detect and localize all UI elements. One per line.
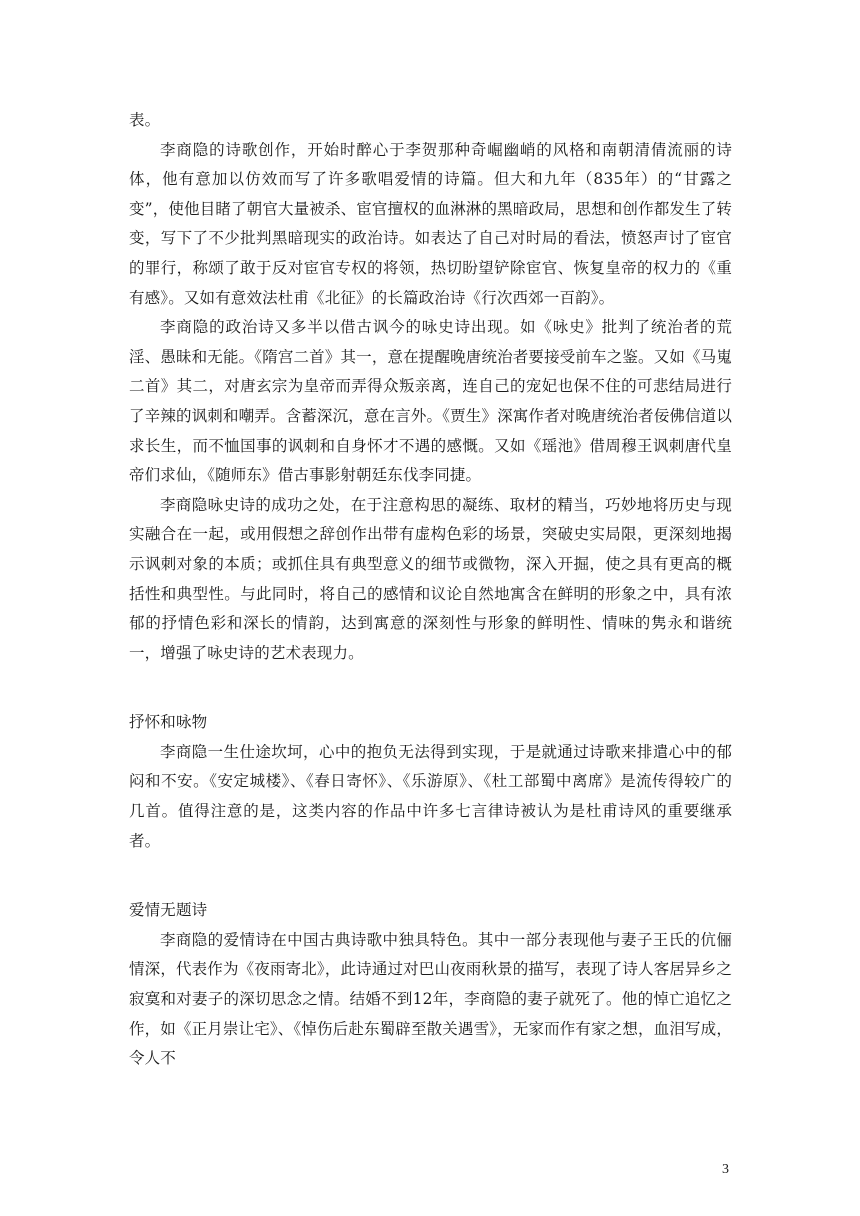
paragraph-political-poetry: 李商隐的政治诗又多半以借古讽今的咏史诗出现。如《咏史》批判了统治者的荒淫、愚昧和无能。《隋宫二首》其一，意在提醒晚唐统治者要接受前车之鉴。又如《马嵬二首》其二，对唐玄宗为皇帝而弄得众叛亲离，连自己的宠妃也保不住的可悲结局进行了辛辣的讽刺和嘲弄。含蓄深沉，意在言外。《贾生》深寓作者对晚唐统治者佞佛信道以求长生，而不恤国事的讽刺和自身怀才不遇的感慨。又如《瑶池》借周穆王讽刺唐代皇帝们求仙，《随师东》借古事影射朝廷东伐李同捷。 — [129, 318, 732, 485]
section-heading-lyric: 抒怀和咏物 — [129, 713, 208, 732]
section-spacer — [129, 668, 732, 708]
section-body-love: 李商隐的爱情诗在中国古典诗歌中独具特色。其中一部分表现他与妻子王氏的伉俪情深，代表作为《夜雨寄北》，此诗通过对巴山夜雨秋景的描写，表现了诗人客居异乡之寂寞和对妻子的深切思念之情。结婚不到12年，李商隐的妻子就死了。他的悼亡追忆之作，如《正月崇让宅》、《悼伤后赴东蜀辟至散关遇雪》，无家而作有家之想，血泪写成，令人不 — [129, 930, 732, 1068]
section-spacer — [129, 856, 732, 896]
section-body-lyric: 李商隐一生仕途坎坷，心中的抱负无法得到实现，于是就通过诗歌来排遣心中的郁闷和不安。《安定城楼》、《春日寄怀》、《乐游原》、《杜工部蜀中离席》是流传得较广的几首。值得注意的是，这类内容的作品中许多七言律诗被认为是杜甫诗风的重要继承者。 — [129, 742, 732, 850]
page-number: 3 — [722, 1162, 729, 1177]
paragraph-continuation: 表。 — [129, 111, 161, 129]
page-body — [129, 106, 732, 1074]
section-heading-love: 爱情无题诗 — [129, 901, 208, 920]
paragraph-early-poetry: 李商隐的诗歌创作，开始时醉心于李贺那种奇崛幽峭的风格和南朝清倩流丽的诗体，他有意加以仿效而写了许多歌唱爱情的诗篇。但大和九年（835年）的“甘露之变”，使他目睹了朝官大量被杀、宦官擅权的血淋淋的黑暗政局，思想和创作都发生了转变，写下了不少批判黑暗现实的政治诗。如表达了自己对时局的看法，愤怒声讨了宦官的罪行，称颂了敢于反对宦官专权的将领，热切盼望铲除宦官、恢复皇帝的权力的《重有感》。又如有意效法杜甫《北征》的长篇政治诗《行次西郊一百韵》。 — [129, 140, 732, 307]
paragraph-historical-poetry: 李商隐咏史诗的成功之处，在于注意构思的凝练、取材的精当，巧妙地将历史与现实融合在一起，或用假想之辞创作出带有虚构色彩的场景，突破史实局限，更深刻地揭示讽刺对象的本质；或抓住具有典型意义的细节或微物，深入开掘，使之具有更高的概括性和典型性。与此同时，将自己的感情和议论自然地寓含在鲜明的形象之中，具有浓郁的抒情色彩和深长的情韵，达到寓意的深刻性与形象的鲜明性、情味的隽永和谐统一，增强了咏史诗的艺术表现力。 — [129, 495, 732, 662]
